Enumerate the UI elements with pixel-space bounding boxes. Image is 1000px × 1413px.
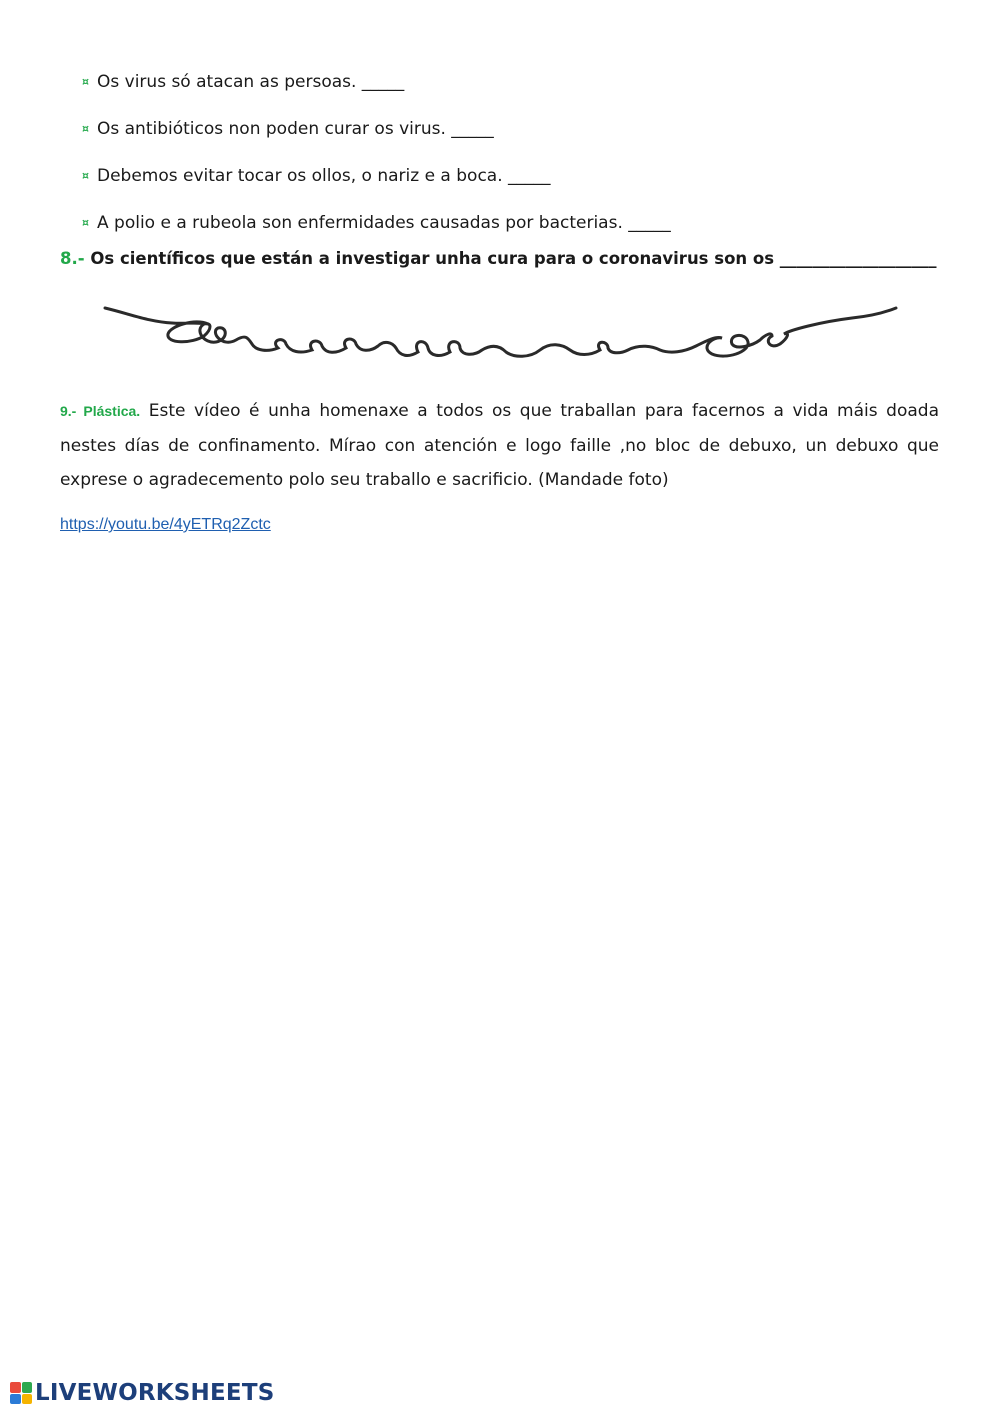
logo-text: LIVEWORKSHEETS: [35, 1380, 275, 1406]
question-label: 9.- Plástica.: [60, 403, 141, 419]
list-item: [82, 152, 962, 199]
logo-badge-icon: [10, 1382, 32, 1404]
question-number: 8.-: [60, 249, 85, 268]
statement-text: Debemos evitar tocar os ollos, o nariz e a boca. _____: [97, 165, 551, 186]
video-link[interactable]: https://youtu.be/4yETRq2Zctc: [60, 516, 271, 533]
liveworksheets-logo: [10, 1380, 274, 1406]
question-text: Este vídeo é unha homenaxe a todos os que traballan para facernos a vida máis doada nestes días de confinamento. Mírao con atención e logo faille ,no bloc de debuxo, un debuxo que exprese o agradecemento polo seu traballo e sacrificio. (Mandade foto): [60, 401, 939, 490]
bullet-icon: ¤: [82, 122, 89, 135]
question-8: [60, 249, 940, 268]
list-item: [82, 58, 962, 105]
statement-text: Os virus só atacan as persoas. _____: [97, 71, 405, 92]
list-item: [82, 105, 962, 152]
bullet-icon: ¤: [82, 216, 89, 229]
statement-text: Os antibióticos non poden curar os virus. _____: [97, 118, 494, 139]
question-text: Os científicos que están a investigar unha cura para o coronavirus son os ___________________: [90, 249, 937, 268]
question-9: [60, 394, 939, 498]
statement-text: A polio e a rubeola son enfermidades causadas por bacterias. _____: [97, 212, 671, 233]
true-false-list: [82, 58, 962, 246]
bullet-icon: ¤: [82, 169, 89, 182]
bullet-icon: ¤: [82, 75, 89, 88]
list-item: [82, 199, 962, 246]
decorative-swirl-divider-icon: [100, 296, 900, 376]
